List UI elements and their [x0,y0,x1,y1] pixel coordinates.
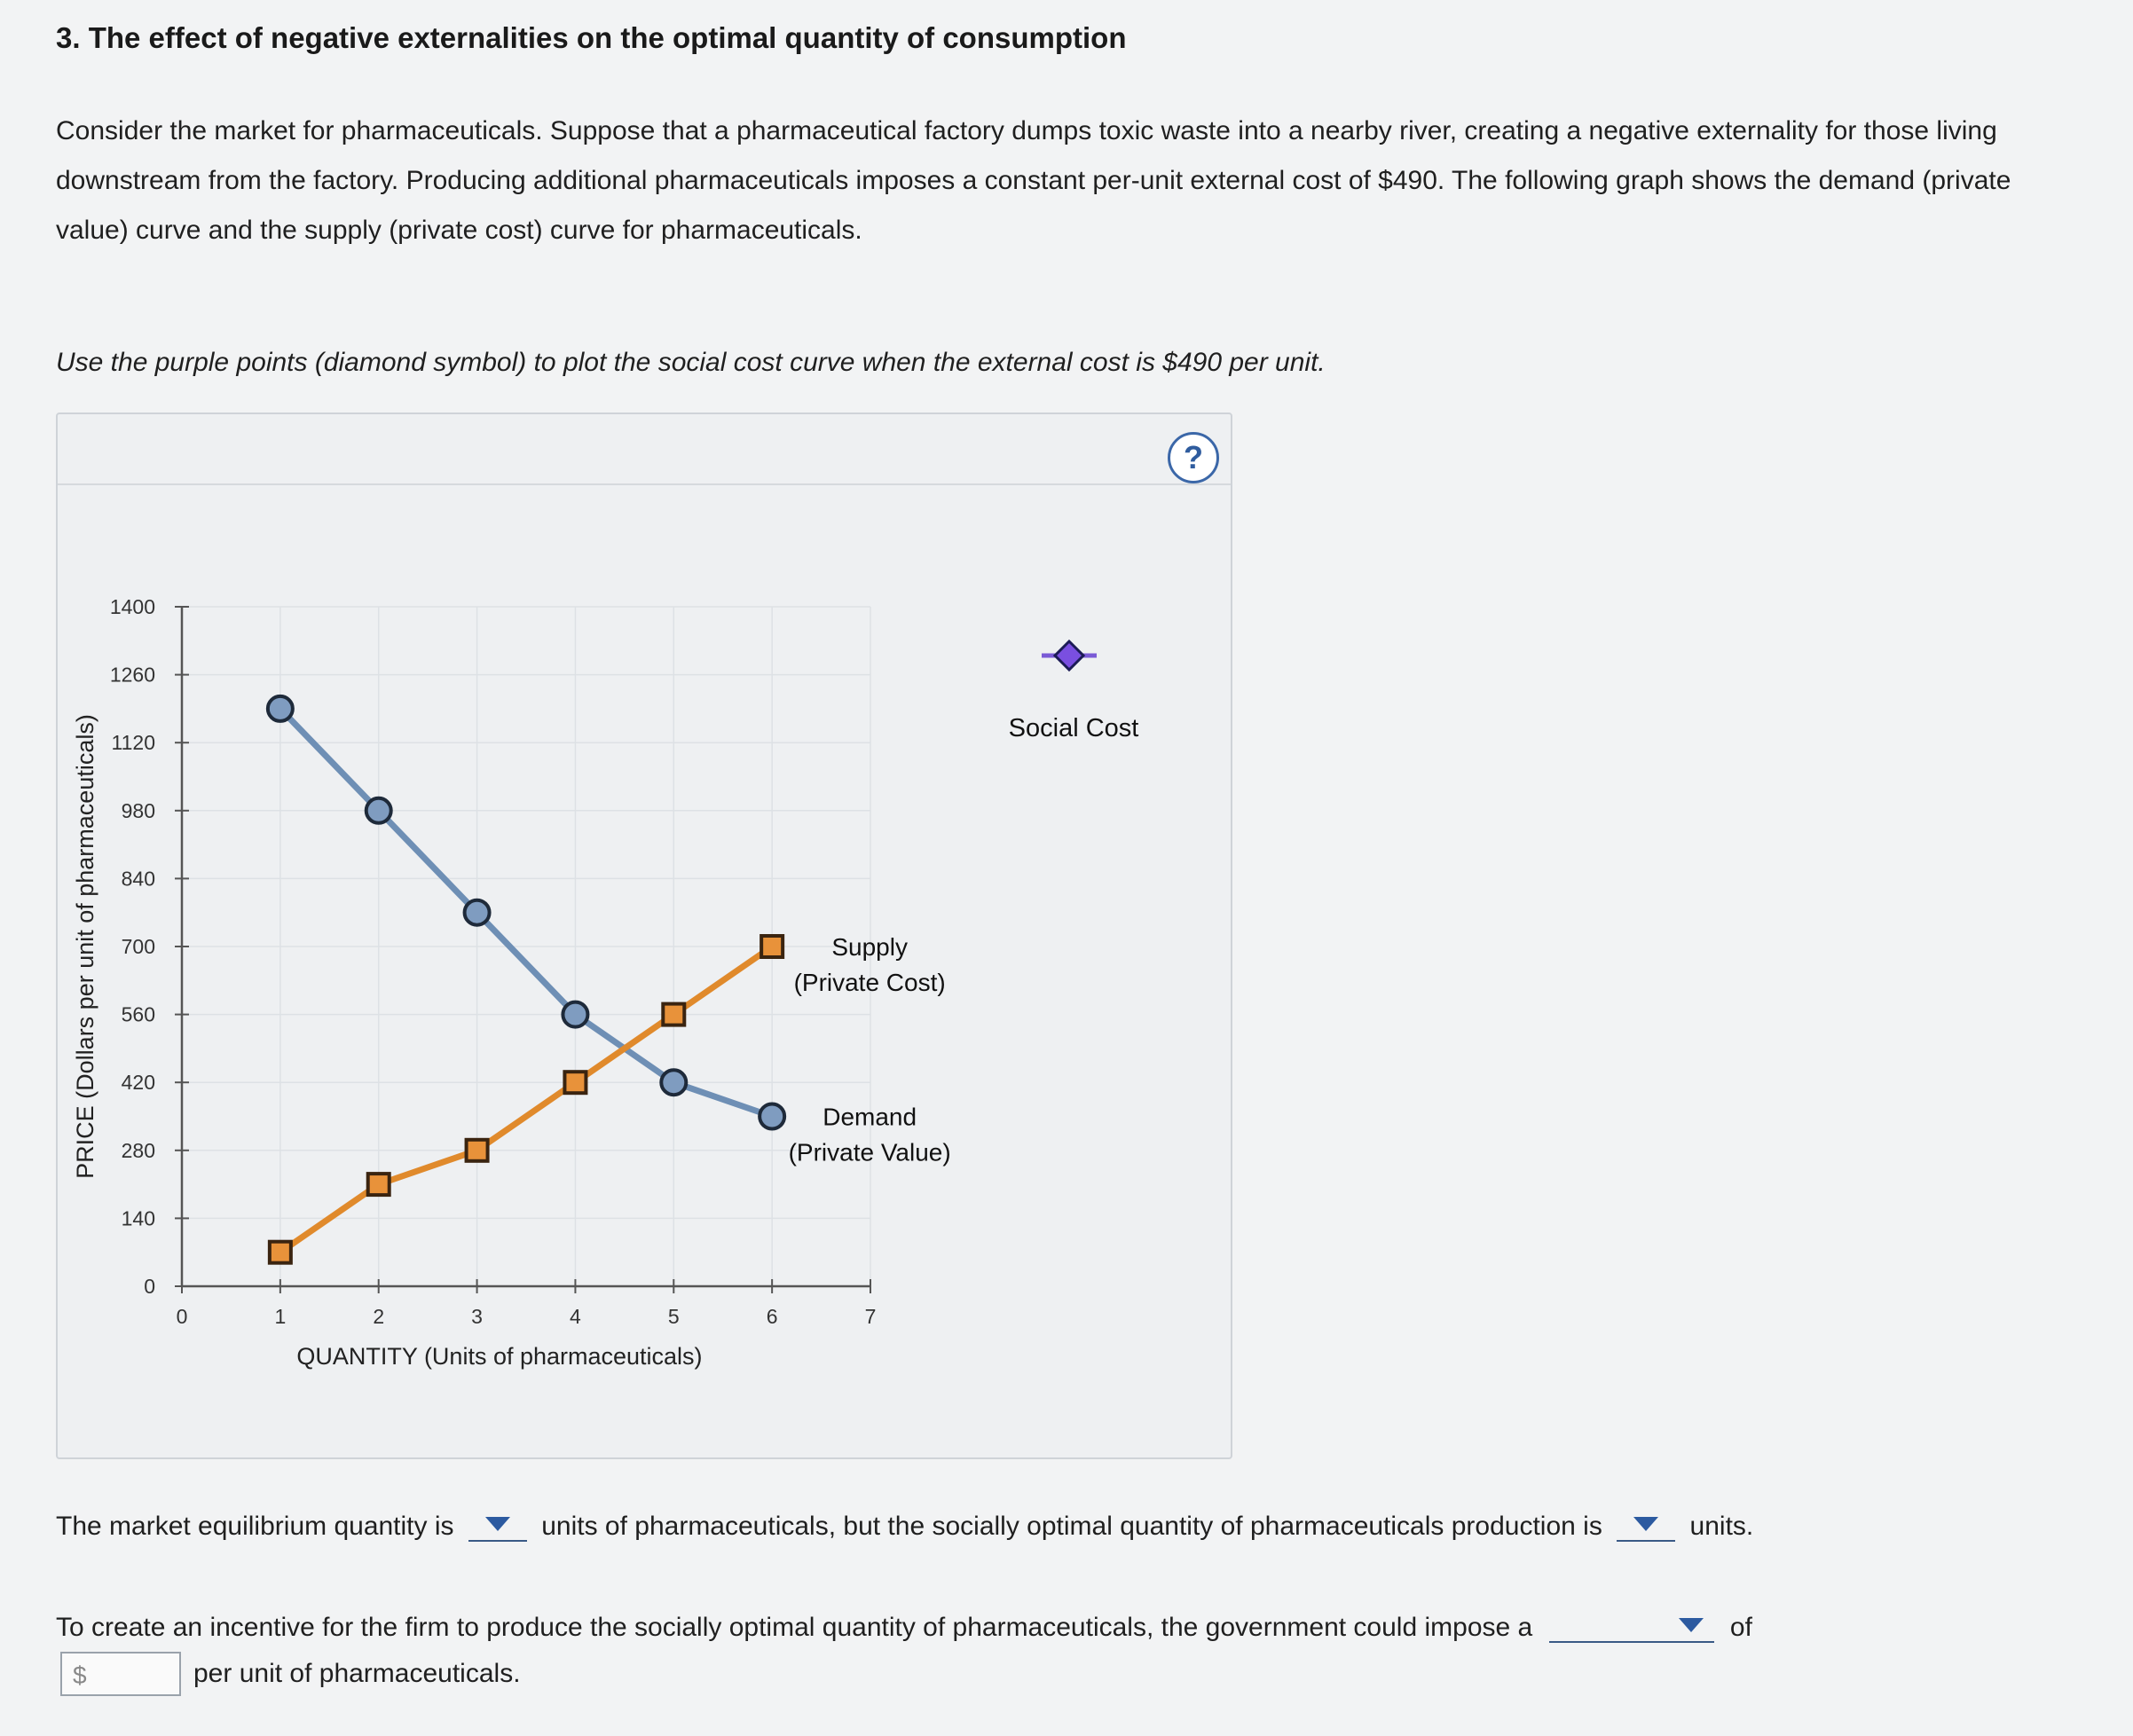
equilibrium-sentence [56,1510,1753,1542]
question-title: 3. The effect of negative externalities on the optimal quantity of consumption [56,21,1127,54]
equilibrium-text-2: units of pharmaceuticals, but the socially optimal quantity of pharmaceuticals production is [541,1512,1602,1541]
y-tick-label: 1400 [109,595,155,618]
y-tick-label: 700 [121,935,155,958]
policy-sentence [56,1611,1752,1643]
supply-label: (Private Cost) [793,969,946,996]
demand-line [280,709,772,1117]
per-unit-text: per unit of pharmaceuticals. [193,1659,521,1688]
y-tick-label: 420 [121,1071,155,1095]
x-tick-label: 0 [176,1305,188,1328]
y-tick-label: 0 [144,1275,155,1298]
x-tick-label: 5 [667,1305,680,1328]
demand-point [465,900,490,925]
currency-symbol: $ [73,1661,87,1689]
demand-label: (Private Value) [788,1138,951,1166]
equilibrium-text-3: units. [1689,1512,1754,1541]
demand-point [268,696,293,721]
x-tick-label: 1 [274,1305,287,1328]
social-cost-diamond-tool[interactable] [1038,632,1100,679]
supply-demand-chart[interactable] [56,532,961,1384]
question-paragraph: Consider the market for pharmaceuticals. Suppose that a pharmaceutical factory dumps toxic waste into a nearby river, creating a negative externality for those living downstream from the factory. Producing additional pharmaceuticals imposes a constant per-unit external cost of $490. The following graph shows the demand (private value) curve and the supply (private cost) curve for pharmaceuticals. [56,116,2011,245]
y-tick-label: 840 [121,867,155,891]
y-axis-title: PRICE (Dollars per unit of pharmaceuticals) [72,714,98,1179]
y-tick-label: 1120 [111,731,155,755]
supply-point [467,1140,488,1161]
chevron-down-icon [1679,1618,1704,1632]
y-tick-label: 560 [121,1002,155,1026]
supply-point [270,1242,291,1263]
y-tick-label: 980 [121,798,155,822]
social-cost-label: Social Cost [1008,714,1139,742]
y-tick-label: 140 [121,1206,155,1230]
supply-point [368,1174,390,1195]
chevron-down-icon [1633,1517,1658,1531]
x-tick-label: 2 [373,1305,385,1328]
supply-line [280,947,772,1253]
demand-label: Demand [823,1103,917,1131]
purple-diamond-icon [1055,641,1083,670]
y-tick-label: 280 [121,1138,155,1162]
plot-instruction: Use the purple points (diamond symbol) to plot the social cost curve when the external cost is $490 per unit. [56,348,1326,377]
supply-label: Supply [831,933,908,961]
x-tick-label: 3 [471,1305,483,1328]
y-tick-label: 1260 [109,663,155,687]
x-axis-title: QUANTITY (Units of pharmaceuticals) [296,1343,703,1370]
supply-point [761,936,783,957]
supply-point [663,1004,684,1025]
policy-text-2: of [1729,1613,1752,1642]
help-icon[interactable]: ? [1168,432,1219,483]
per-unit-amount-input[interactable] [60,1652,181,1696]
x-tick-label: 7 [864,1305,877,1328]
equilibrium-text-1: The market equilibrium quantity is [56,1512,454,1541]
demand-point [661,1070,686,1095]
policy-type-dropdown[interactable] [1549,1611,1714,1643]
market-equilibrium-quantity-dropdown[interactable] [468,1510,527,1542]
demand-point [366,798,391,823]
chevron-down-icon [485,1517,510,1531]
supply-point [564,1072,586,1093]
graph-panel-header [58,414,1231,485]
demand-point [563,1002,587,1027]
policy-text-1: To create an incentive for the firm to produce the socially optimal quantity of pharmaceuticals, the government could impose a [56,1613,1533,1642]
x-tick-label: 6 [766,1305,778,1328]
x-tick-label: 4 [570,1305,581,1328]
demand-point [760,1104,784,1129]
socially-optimal-quantity-dropdown[interactable] [1617,1510,1675,1542]
